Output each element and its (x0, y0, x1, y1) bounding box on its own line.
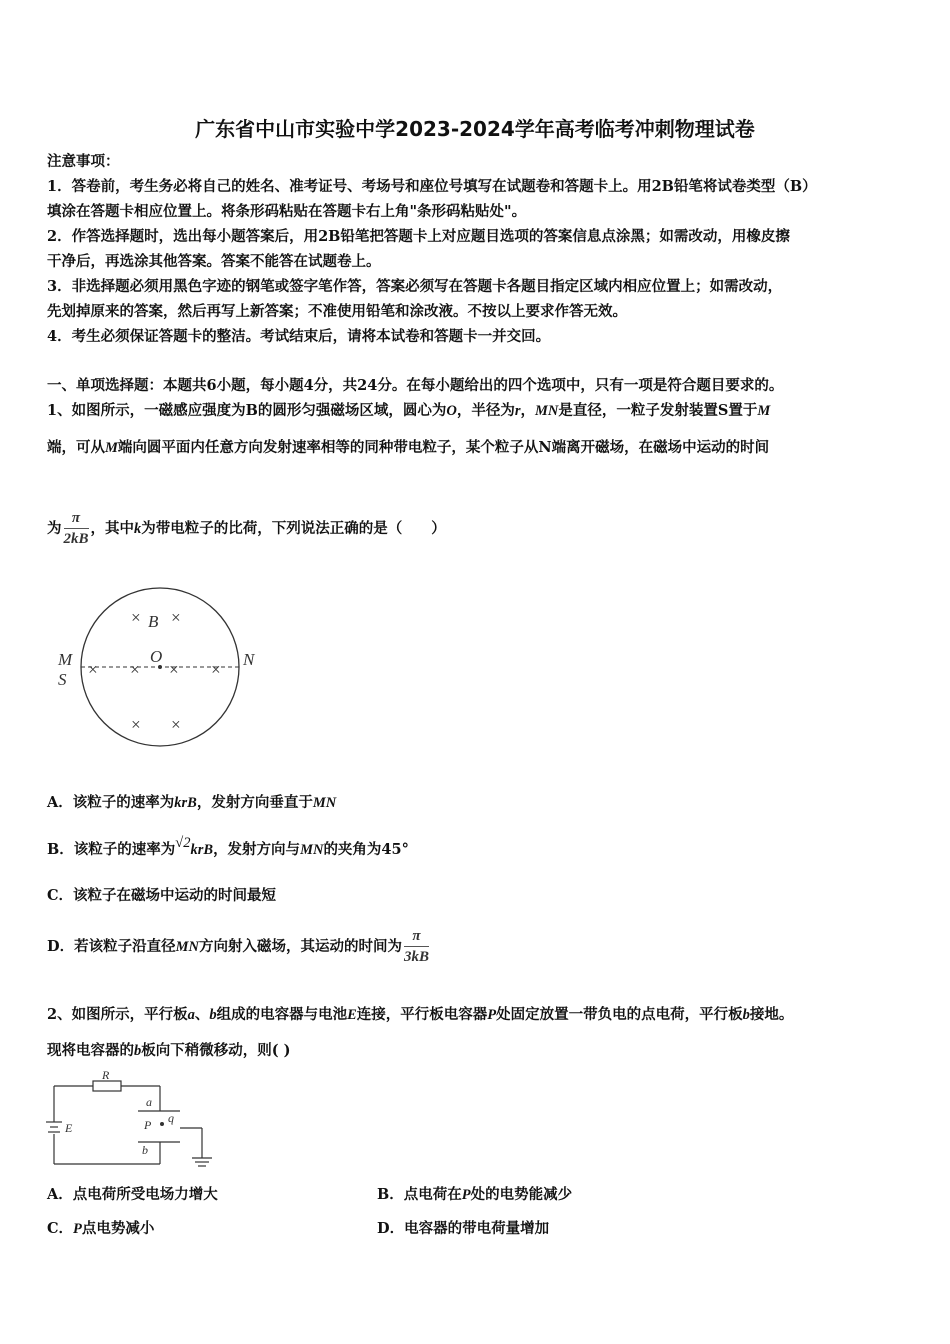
cross-mark: × (170, 608, 182, 627)
point-charge-dot (160, 1122, 164, 1126)
q1-option-c: C．该粒子在磁场中运动的时间最短 (47, 887, 277, 904)
q2-option-b: B．点电荷在P处的电势能减少 (377, 1186, 573, 1203)
q1-option-d: D．若该粒子沿直径MN方向射入磁场，其运动的时间为 $\frac{\pi}{3kB}$ (47, 928, 429, 965)
q1-line-3: 为 $\frac{\pi}{2kB}$ ，其中k为带电粒子的比荷，下列说法正确的是（ ） (47, 510, 446, 547)
cross-mark: × (129, 660, 141, 679)
notice-line-6: 先划掉原来的答案，然后再写上新答案；不准使用铅笔和涂改液。不按以上要求作答无效。 (47, 303, 627, 320)
q2-option-d: D．电容器的带电荷量增加 (377, 1220, 550, 1237)
q2-line-1: 2、如图所示，平行板a、b组成的电容器与电池E连接，平行板电容器P处固定放置一带负电的点电荷，平行板b接地。 (47, 1006, 794, 1023)
fraction-pi-over-3kB: $\frac{\pi}{3kB}$ (403, 928, 429, 965)
notice-line-4: 干净后，再选涂其他答案。答案不能答在试题卷上。 (47, 253, 381, 270)
page-title: 广东省中山市实验中学2023-2024学年高考临考冲刺物理试卷 (195, 117, 755, 141)
label-q: q (168, 1111, 174, 1125)
label-b: b (142, 1143, 148, 1157)
cross-mark: × (170, 715, 182, 734)
q2-option-c: C．P点电势减小 (47, 1220, 155, 1237)
q1-magnetic-field-figure (50, 585, 270, 755)
notice-line-1: 1．答卷前，考生务必将自己的姓名、准考证号、考场号和座位号填写在试题卷和答题卡上。用2B铅笔将试卷类型（B） (47, 178, 817, 195)
notice-heading: 注意事项： (47, 153, 120, 170)
q2-option-a: A．点电荷所受电场力增大 (47, 1186, 218, 1203)
cross-mark: × (87, 660, 99, 679)
cross-mark: × (130, 608, 142, 627)
label-E: E (65, 1121, 73, 1135)
notice-line-2: 填涂在答题卡相应位置上。将条形码粘贴在答题卡右上角"条形码粘贴处"。 (47, 203, 527, 220)
label-a: a (146, 1095, 152, 1109)
cross-mark: × (210, 660, 222, 679)
label-B: B (148, 612, 159, 631)
q1-option-a: A．该粒子的速率为krB，发射方向垂直于MN (47, 794, 337, 811)
q2-circuit-figure (40, 1068, 220, 1176)
fraction-pi-over-2kB: $\frac{\pi}{2kB}$ (63, 510, 89, 547)
q2-line-2: 现将电容器的b板向下稍微移动，则( ) (47, 1042, 291, 1059)
label-R: R (102, 1068, 110, 1082)
section-1-heading: 一、单项选择题：本题共6小题，每小题4分，共24分。在每小题给出的四个选项中，只有一项是符合题目要求的。 (47, 377, 784, 394)
q1-option-b: B．该粒子的速率为√2krB，发射方向与MN的夹角为45° (47, 835, 409, 858)
q1-line-1: 1、如图所示，一磁感应强度为B的圆形匀强磁场区域，圆心为O，半径为r，MN是直径，一粒子发射装置S置于M (47, 402, 771, 419)
cross-mark: × (130, 715, 142, 734)
label-O: O (150, 647, 163, 666)
notice-line-3: 2．作答选择题时，选出每小题答案后，用2B铅笔把答题卡上对应题目选项的答案信息点涂黑；如需改动，用橡皮擦 (47, 228, 790, 245)
label-P: P (144, 1118, 152, 1132)
notice-line-5: 3．非选择题必须用黑色字迹的钢笔或签字笔作答，答案必须写在答题卡各题目指定区域内相应位置上；如需改动， (47, 278, 783, 295)
cross-mark: × (168, 660, 180, 679)
label-M: M (58, 650, 73, 669)
notice-line-7: 4．考生必须保证答题卡的整洁。考试结束后，请将本试卷和答题卡一并交回。 (47, 328, 551, 345)
label-N: N (243, 650, 255, 669)
q1-line-2: 端，可从M端向圆平面内任意方向发射速率相等的同种带电粒子，某个粒子从N端离开磁场，在磁场中运动的时间 (47, 439, 770, 456)
label-S: S (58, 670, 67, 689)
